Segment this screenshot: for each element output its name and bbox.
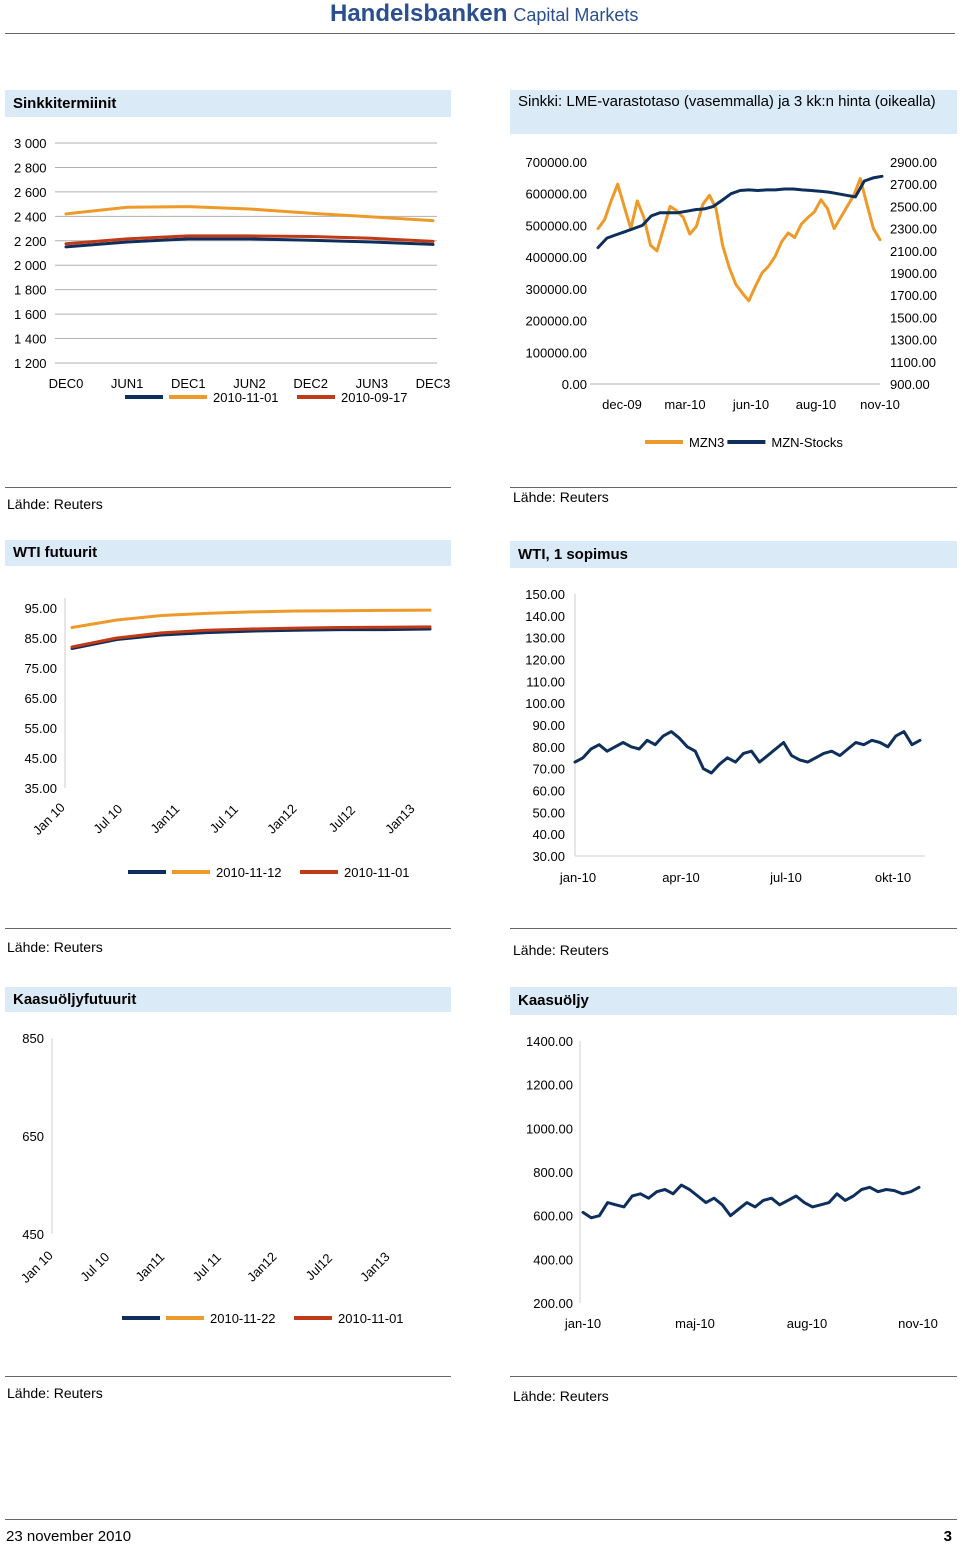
legend-label: 2010-11-01 bbox=[344, 865, 410, 880]
x-tick-label: aug-10 bbox=[786, 1316, 828, 1331]
x-tick-label: jan-10 bbox=[564, 1316, 602, 1331]
y-right-tick-label: 2500.00 bbox=[890, 199, 937, 215]
y-tick-label: 650 bbox=[22, 1129, 44, 1144]
y-tick-label: 400.00 bbox=[533, 1252, 573, 1268]
legend-label: 2010-09-17 bbox=[341, 390, 408, 405]
x-tick-label: jun-10 bbox=[732, 397, 770, 412]
header-rule bbox=[5, 33, 955, 34]
y-tick-label: 40.00 bbox=[532, 827, 565, 843]
y-right-tick-label: 1500.00 bbox=[890, 310, 937, 326]
x-tick-label: JUN3 bbox=[355, 376, 389, 391]
source-label: Lähde: Reuters bbox=[513, 489, 609, 505]
y-left-tick-label: 200000.00 bbox=[525, 313, 587, 329]
source-label: Lähde: Reuters bbox=[513, 942, 609, 958]
y-right-tick-label: 1300.00 bbox=[890, 332, 937, 348]
y-tick-label: 65.00 bbox=[24, 691, 57, 706]
y-tick-label: 45.00 bbox=[24, 751, 57, 766]
y-tick-label: 50.00 bbox=[532, 805, 565, 821]
y-tick-label: 1 800 bbox=[14, 282, 47, 298]
y-left-tick-label: 500000.00 bbox=[525, 218, 587, 234]
source-label: Lähde: Reuters bbox=[7, 939, 103, 955]
x-tick-label: Jan 10 bbox=[29, 799, 68, 838]
source-label: Lähde: Reuters bbox=[513, 1388, 609, 1404]
series-line bbox=[583, 1185, 919, 1218]
y-tick-label: 1000.00 bbox=[526, 1121, 573, 1137]
y-tick-label: 2 600 bbox=[14, 184, 47, 200]
panel-title-wti-contract: WTI, 1 sopimus bbox=[510, 541, 957, 568]
y-right-tick-label: 2100.00 bbox=[890, 243, 937, 259]
y-tick-label: 35.00 bbox=[24, 781, 57, 796]
panel-title-zinc-stocks: Sinkki: LME-varastotaso (vasemmalla) ja 3 kk:n hinta (oikealla) bbox=[510, 90, 957, 134]
y-tick-label: 120.00 bbox=[525, 652, 565, 668]
x-tick-label: jul-10 bbox=[770, 870, 802, 885]
x-tick-label: JUN2 bbox=[233, 376, 266, 391]
y-left-tick-label: 600000.00 bbox=[525, 186, 587, 202]
panel-title-gasoil-futures: Kaasuöljyfutuurit bbox=[5, 987, 451, 1012]
x-tick-label: Jul 11 bbox=[189, 1249, 225, 1285]
series-line bbox=[72, 610, 430, 627]
y-right-tick-label: 2900.00 bbox=[890, 155, 937, 170]
y-left-tick-label: 300000.00 bbox=[525, 281, 587, 297]
x-tick-label: DEC3 bbox=[415, 376, 451, 391]
source-rule bbox=[510, 487, 957, 488]
y-tick-label: 85.00 bbox=[24, 631, 57, 646]
y-tick-label: 70.00 bbox=[532, 761, 565, 777]
legend-label: 2010-11-22 bbox=[210, 1311, 276, 1326]
panel-title-zinc-forwards: Sinkkitermiinit bbox=[5, 90, 451, 117]
x-tick-label: JUN1 bbox=[110, 376, 144, 391]
y-tick-label: 450 bbox=[22, 1227, 44, 1242]
y-right-tick-label: 2700.00 bbox=[890, 177, 937, 193]
series-line bbox=[72, 629, 430, 649]
y-tick-label: 2 400 bbox=[14, 209, 47, 225]
source-rule bbox=[5, 487, 451, 488]
y-tick-label: 2 000 bbox=[14, 258, 47, 274]
y-tick-label: 200.00 bbox=[533, 1296, 573, 1311]
chart-gasoil-futures bbox=[0, 1025, 460, 1335]
x-tick-label: jan-10 bbox=[559, 870, 597, 885]
x-tick-label: nov-10 bbox=[860, 397, 900, 412]
x-tick-label: nov-10 bbox=[898, 1316, 938, 1331]
y-tick-label: 800.00 bbox=[533, 1165, 573, 1180]
y-tick-label: 2 200 bbox=[14, 233, 47, 249]
y-tick-label: 60.00 bbox=[532, 783, 565, 799]
x-tick-label: maj-10 bbox=[675, 1316, 715, 1331]
series-line bbox=[66, 207, 433, 221]
y-right-tick-label: 1100.00 bbox=[890, 354, 937, 370]
y-tick-label: 2 800 bbox=[14, 160, 47, 176]
y-tick-label: 3 000 bbox=[14, 136, 47, 151]
legend-label: MZN-Stocks bbox=[771, 435, 843, 450]
y-right-tick-label: 2300.00 bbox=[890, 221, 937, 237]
y-right-tick-label: 1900.00 bbox=[890, 266, 937, 281]
x-tick-label: DEC1 bbox=[170, 376, 206, 391]
footer-rule bbox=[5, 1519, 957, 1520]
x-tick-label: Jan11 bbox=[147, 801, 183, 837]
y-right-tick-label: 1700.00 bbox=[890, 288, 937, 304]
legend-label: 2010-11-01 bbox=[213, 390, 279, 405]
x-tick-label: Jul 10 bbox=[77, 1249, 113, 1285]
y-tick-label: 100.00 bbox=[525, 696, 565, 712]
x-tick-label: Jan12 bbox=[263, 800, 300, 837]
x-tick-label: Jan11 bbox=[132, 1249, 168, 1285]
chart-wti-futures bbox=[0, 590, 460, 890]
x-tick-label: okt-10 bbox=[874, 870, 912, 885]
y-tick-label: 30.00 bbox=[532, 849, 565, 864]
y-tick-label: 130.00 bbox=[525, 630, 565, 646]
y-right-tick-label: 900.00 bbox=[890, 377, 930, 392]
y-tick-label: 1400.00 bbox=[526, 1034, 573, 1049]
x-tick-label: Jan13 bbox=[381, 800, 418, 837]
source-rule bbox=[510, 928, 957, 929]
y-tick-label: 95.00 bbox=[24, 601, 57, 616]
x-tick-label: Jul12 bbox=[325, 802, 359, 836]
y-tick-label: 140.00 bbox=[525, 608, 565, 624]
x-tick-label: Jul 11 bbox=[206, 801, 242, 837]
series-line bbox=[598, 179, 880, 301]
source-label: Lähde: Reuters bbox=[7, 496, 103, 512]
x-tick-label: DEC2 bbox=[293, 376, 329, 391]
y-tick-label: 850 bbox=[22, 1031, 44, 1046]
y-left-tick-label: 100000.00 bbox=[525, 345, 587, 361]
x-tick-label: Jul12 bbox=[302, 1250, 336, 1284]
x-tick-label: aug-10 bbox=[795, 397, 837, 412]
legend-label: 2010-11-12 bbox=[216, 865, 282, 880]
source-rule bbox=[5, 1376, 451, 1377]
y-tick-label: 1 600 bbox=[14, 307, 47, 323]
brand-division: Capital Markets bbox=[513, 5, 639, 25]
y-tick-label: 1 200 bbox=[14, 356, 47, 371]
chart-wti-contract bbox=[505, 582, 960, 892]
chart-zinc-stocks-price bbox=[505, 148, 960, 458]
y-left-tick-label: 400000.00 bbox=[525, 250, 587, 266]
y-left-tick-label: 700000.00 bbox=[525, 155, 587, 170]
chart-gasoil bbox=[505, 1030, 960, 1340]
panel-title-gasoil: Kaasuöljy bbox=[510, 987, 957, 1015]
x-tick-label: Jan12 bbox=[243, 1248, 280, 1285]
x-tick-label: apr-10 bbox=[662, 870, 700, 885]
y-tick-label: 75.00 bbox=[24, 661, 57, 676]
brand-logo bbox=[330, 0, 638, 30]
x-tick-label: dec-09 bbox=[602, 397, 642, 412]
brand-name: Handelsbanken bbox=[330, 0, 508, 27]
legend-label: MZN3 bbox=[689, 435, 725, 450]
y-tick-label: 600.00 bbox=[533, 1208, 573, 1224]
page-number: 3 bbox=[943, 1528, 952, 1545]
series-line bbox=[575, 732, 920, 773]
x-tick-label: mar-10 bbox=[664, 397, 706, 412]
x-tick-label: DEC0 bbox=[48, 376, 84, 391]
chart-zinc-forwards bbox=[0, 130, 460, 420]
panel-title-wti-futures: WTI futuurit bbox=[5, 540, 451, 566]
y-tick-label: 55.00 bbox=[24, 721, 57, 736]
y-tick-label: 80.00 bbox=[532, 739, 565, 755]
y-tick-label: 150.00 bbox=[525, 587, 565, 602]
x-tick-label: Jan 10 bbox=[17, 1247, 56, 1286]
x-tick-label: Jan13 bbox=[356, 1248, 393, 1285]
y-tick-label: 90.00 bbox=[532, 718, 565, 733]
y-tick-label: 110.00 bbox=[526, 674, 565, 690]
legend-label: 2010-11-01 bbox=[338, 1311, 404, 1326]
x-tick-label: Jul 10 bbox=[90, 801, 126, 837]
source-label: Lähde: Reuters bbox=[7, 1385, 103, 1401]
y-tick-label: 1200.00 bbox=[526, 1077, 573, 1093]
y-left-tick-label: 0.00 bbox=[561, 377, 587, 392]
source-rule bbox=[510, 1376, 957, 1377]
source-rule bbox=[5, 928, 451, 929]
footer-date: 23 november 2010 bbox=[6, 1528, 132, 1545]
y-tick-label: 1 400 bbox=[14, 331, 47, 347]
